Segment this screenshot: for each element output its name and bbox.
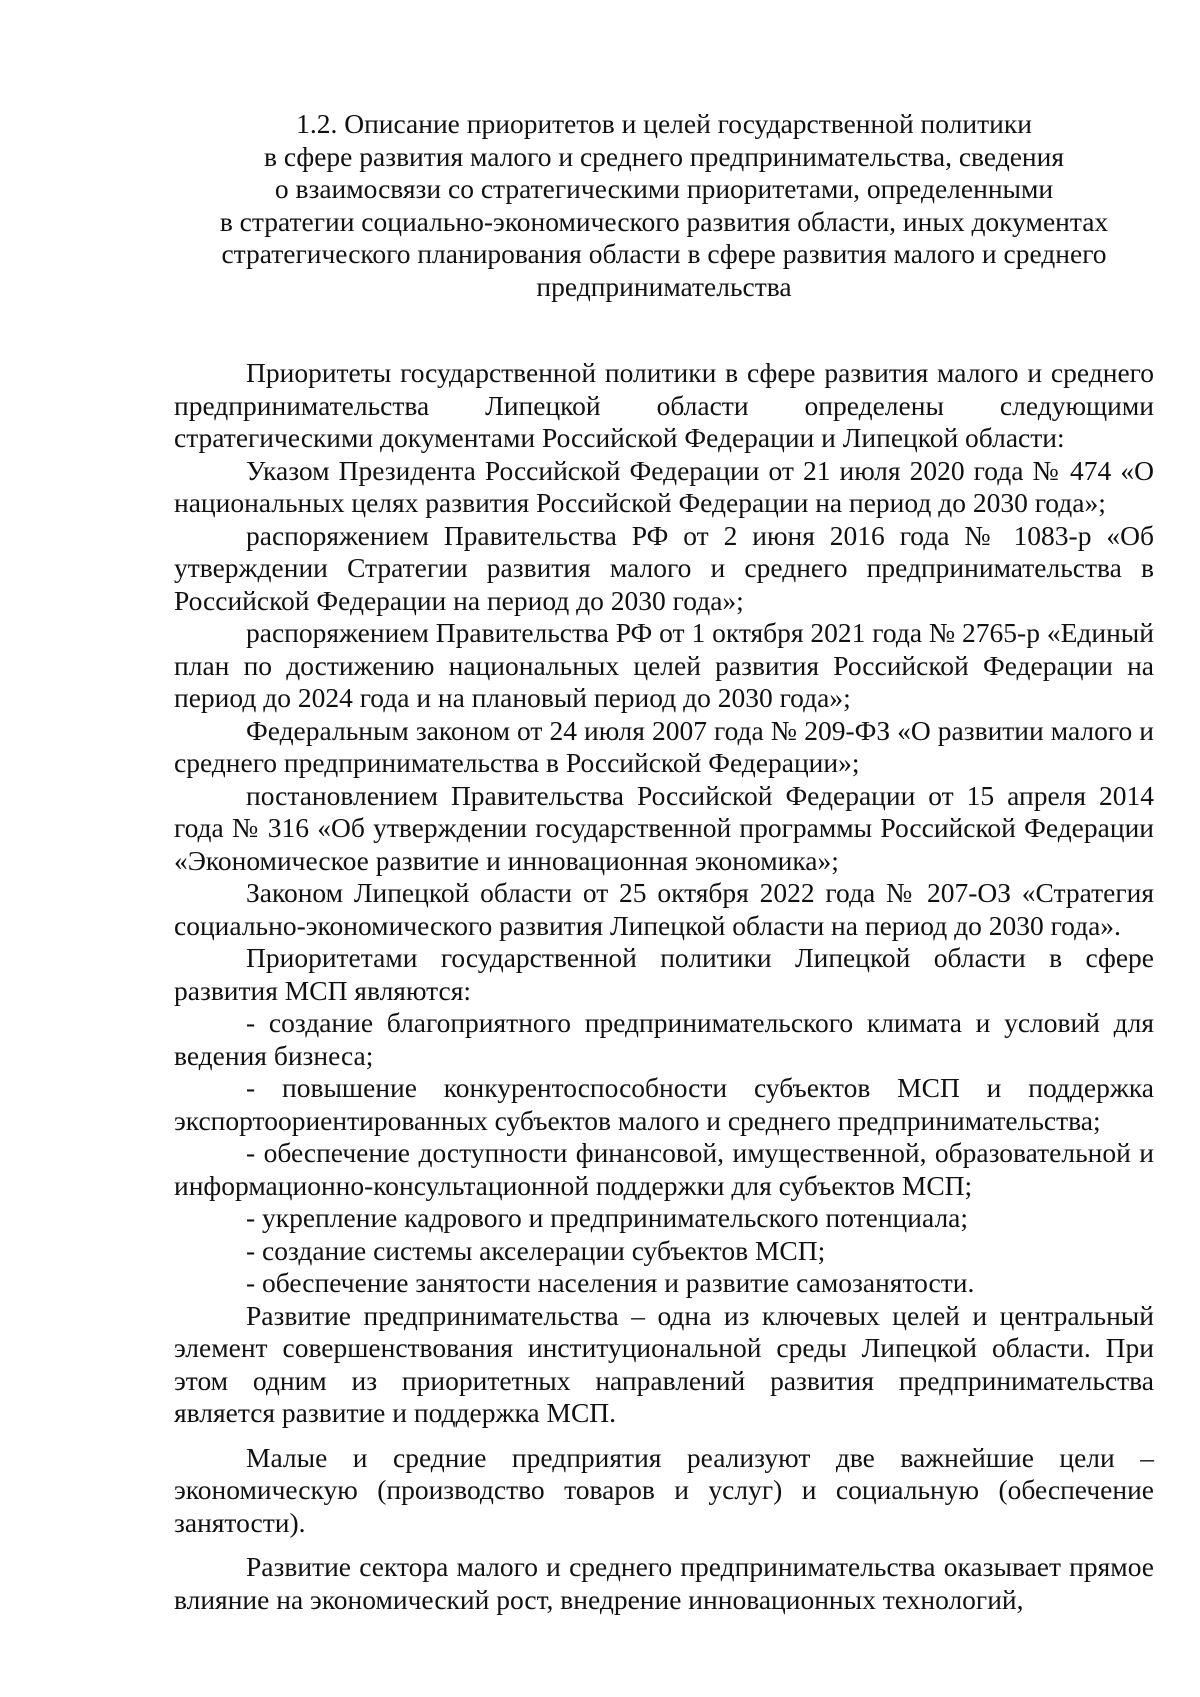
list-item-priority: - обеспечение доступности финансовой, имущественной, образовательной и информационно-консультационной поддержки для субъектов МСП; — [174, 1137, 1154, 1201]
heading-line: 1.2. Описание приоритетов и целей государственной политики — [296, 108, 1032, 139]
paragraph-law-207: Законом Липецкой области от 25 октября 2022 года № 207-ОЗ «Стратегия социально-экономического развития Липецкой области на период до 2030 года». — [174, 877, 1154, 941]
list-item-priority: - укрепление кадрового и предпринимательского потенциала; — [246, 1202, 969, 1233]
paragraph-development: Развитие предпринимательства – одна из ключевых целей и центральный элемент совершенствования институциональной среды Липецкой области. При этом одним из приоритетных направлений развития предпринимательства является развитие и поддержка МСП. — [174, 1299, 1154, 1428]
paragraph-order-1083: распоряжением Правительства РФ от 2 июня 2016 года № 1083-р «Об утверждении Стратегии развития малого и среднего предпринимательства в Российской Федерации на период до 2030 года»; — [174, 519, 1154, 616]
list-item-priority: - создание системы акселерации субъектов МСП; — [246, 1234, 826, 1266]
heading-line: предпринимательства — [536, 270, 792, 302]
paragraph-resolution-316: постановлением Правительства Российской Федерации от 15 апреля 2014 года № 316 «Об утверждении государственной программы Российской Федерации «Экономическое развитие и инновационная экономика»; — [174, 779, 1154, 876]
heading-line: в стратегии социально-экономического развития области, иных документах — [219, 205, 1109, 237]
paragraph-sector-influence: Развитие сектора малого и среднего предпринимательства оказывает прямое влияние на экономический рост, внедрение инновационных технологий, — [174, 1551, 1154, 1615]
paragraph-goals: Малые и средние предприятия реализуют две важнейшие цели – экономическую (производство товаров и услуг) и социальную (обеспечение занятости). — [174, 1441, 1154, 1538]
list-item-priority: - создание благоприятного предпринимательского климата и условий для ведения бизнеса; — [174, 1007, 1154, 1071]
list-item-priority: - обеспечение занятости населения и развитие самозанятости. — [246, 1267, 975, 1298]
heading-line: о взаимосвязи со стратегическими приоритетами, определенными — [274, 173, 1054, 204]
paragraph-order-2765: распоряжением Правительства РФ от 1 октября 2021 года № 2765-р «Единый план по достижению национальных целей развития Российской Федерации на период до 2024 года и на плановый период до 2030 года»; — [174, 617, 1154, 713]
heading-line: стратегического планирования области в сфере развития малого и среднего — [221, 238, 1107, 269]
list-item-priority: - повышение конкурентоспособности субъектов МСП и поддержка экспортоориентированных субъектов малого и среднего предпринимательства; — [174, 1072, 1154, 1136]
document-body — [174, 108, 1154, 1616]
heading-line: в сфере развития малого и среднего предпринимательства, сведения — [264, 140, 1064, 172]
paragraph-law-209: Федеральным законом от 24 июля 2007 года № 209-ФЗ «О развитии малого и среднего предпринимательства в Российской Федерации»; — [174, 714, 1154, 778]
paragraph-intro: Приоритеты государственной политики в сфере развития малого и среднего предпринимательства Липецкой области определены следующими стратегическими документами Российской Федерации и Липецкой области: — [174, 357, 1154, 453]
paragraph-priorities: Приоритетами государственной политики Липецкой области в сфере развития МСП являются: — [174, 942, 1154, 1006]
section-heading — [174, 108, 1154, 303]
paragraph-decree-474: Указом Президента Российской Федерации от 21 июля 2020 года № 474 «О национальных целях развития Российской Федерации на период до 2030 года»; — [174, 454, 1154, 518]
